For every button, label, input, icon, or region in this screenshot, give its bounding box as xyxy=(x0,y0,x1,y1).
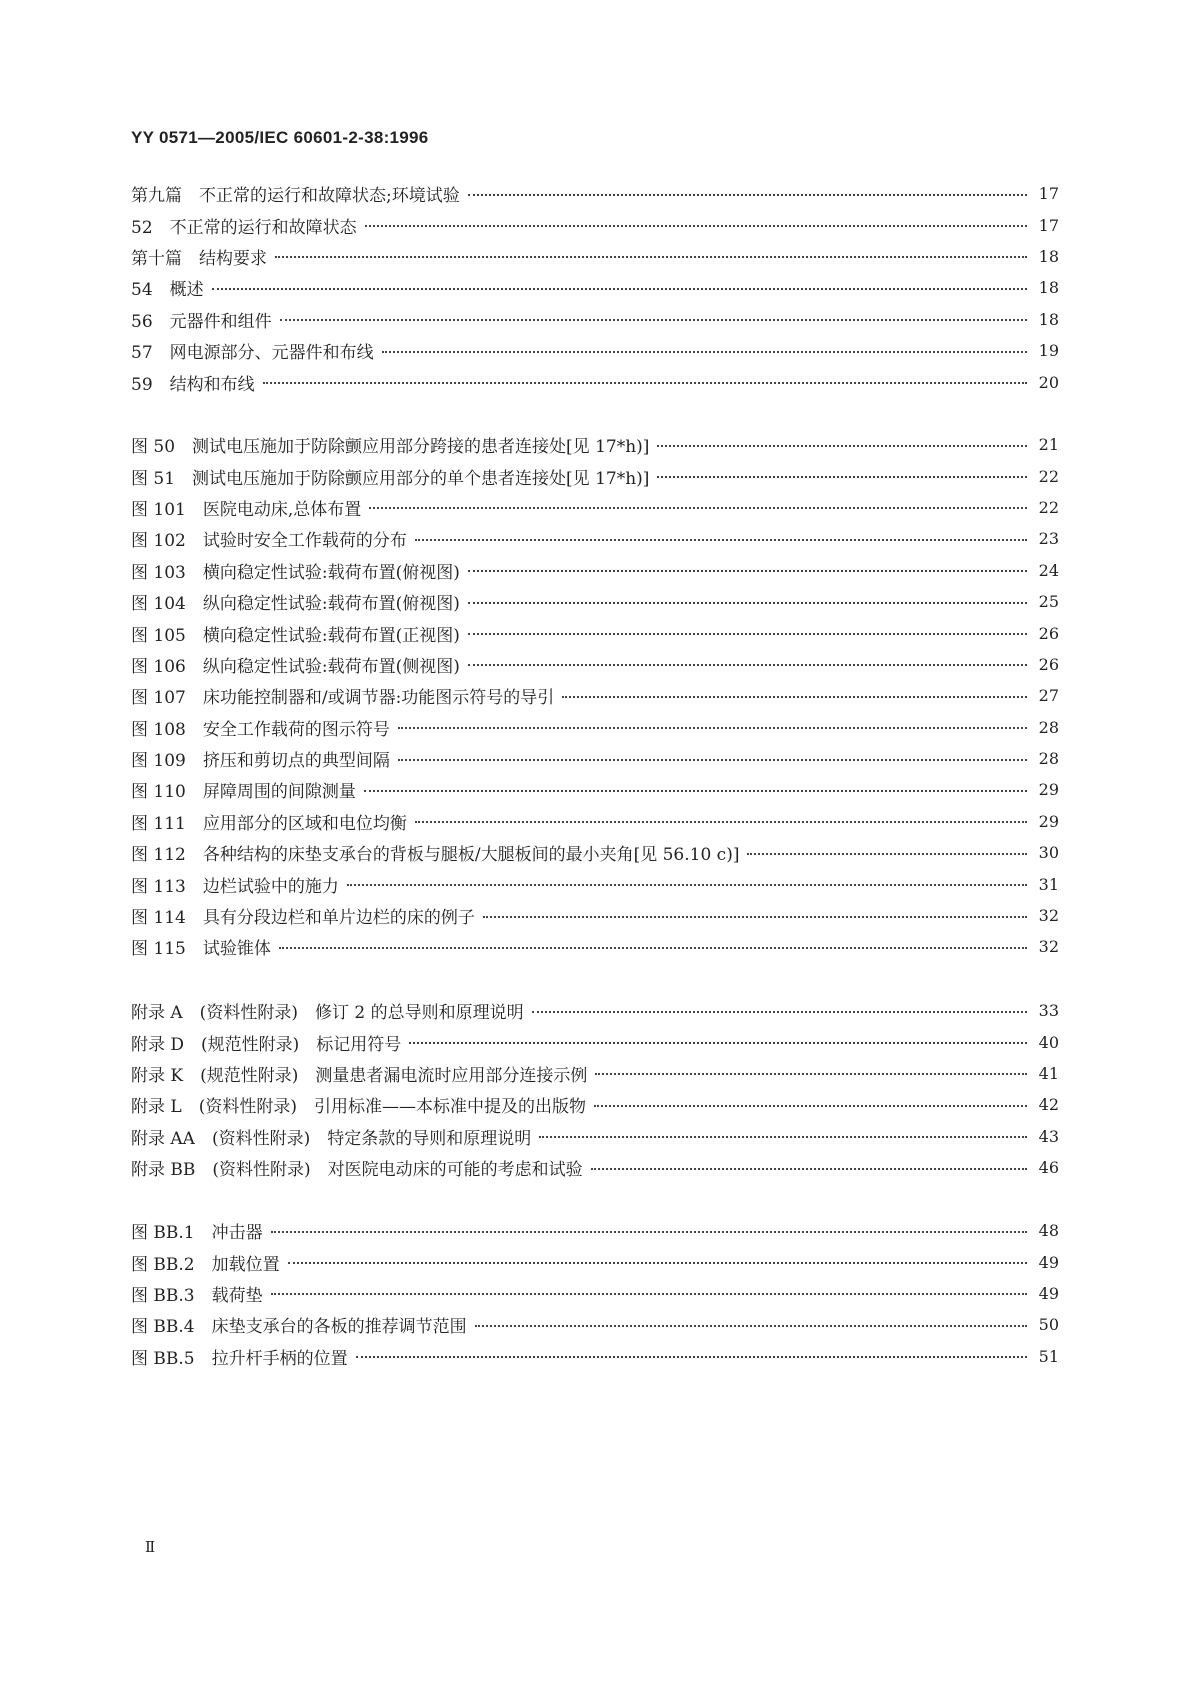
toc-entry-page: 40 xyxy=(1038,1032,1059,1052)
toc-entry-page: 30 xyxy=(1038,843,1059,863)
dot-leader xyxy=(475,1325,1027,1327)
toc-entry-title: 图 106 纵向稳定性试验:载荷布置(侧视图) xyxy=(131,656,460,677)
toc-entry[interactable] xyxy=(131,1152,1059,1183)
toc-entry-page: 23 xyxy=(1038,529,1059,549)
dot-leader xyxy=(657,445,1027,447)
dot-leader xyxy=(364,790,1027,792)
toc-entry[interactable] xyxy=(131,680,1059,711)
toc-entry[interactable] xyxy=(131,743,1059,774)
toc-entry-page: 49 xyxy=(1038,1283,1059,1303)
toc-entry-page: 41 xyxy=(1038,1063,1059,1083)
toc-entry-title: 图 BB.4 床垫支承台的各板的推荐调节范围 xyxy=(131,1317,467,1338)
page-number: Ⅱ xyxy=(145,1538,156,1556)
toc-entry[interactable] xyxy=(131,1246,1059,1277)
toc-entry-title: 图 BB.5 拉升杆手柄的位置 xyxy=(131,1348,348,1369)
dot-leader xyxy=(415,539,1027,541)
toc-entry-title: 图 110 屏障周围的间隙测量 xyxy=(131,782,356,803)
dot-leader xyxy=(415,821,1027,823)
toc-entry[interactable] xyxy=(131,1026,1059,1057)
toc-entry-title: 图 101 医院电动床,总体布置 xyxy=(131,499,362,520)
toc-entry-title: 附录 D (规范性附录) 标记用符号 xyxy=(131,1034,402,1055)
toc-entry-page: 42 xyxy=(1038,1095,1059,1115)
toc-entry-page: 20 xyxy=(1038,372,1059,392)
standard-header: YY 0571—2005/IEC 60601-2-38:1996 xyxy=(131,128,429,147)
toc-entry-title: 图 113 边栏试验中的施力 xyxy=(131,876,339,897)
toc-entry-title: 附录 A (资料性附录) 修订 2 的总导则和原理说明 xyxy=(131,1003,524,1024)
dot-leader xyxy=(483,916,1027,918)
toc-entry-page: 26 xyxy=(1038,654,1059,674)
toc-entry-page: 32 xyxy=(1038,937,1059,957)
toc-group-sections xyxy=(131,178,1059,398)
dot-leader xyxy=(280,319,1027,321)
dot-leader xyxy=(347,884,1027,886)
toc-entry-title: 图 103 横向稳定性试验:载荷布置(俯视图) xyxy=(131,562,460,583)
dot-leader xyxy=(594,1105,1027,1107)
toc-entry[interactable] xyxy=(131,492,1059,523)
toc-entry-page: 19 xyxy=(1038,341,1059,361)
toc-group-figures xyxy=(131,429,1059,963)
toc-entry-page: 49 xyxy=(1038,1252,1059,1272)
toc-entry-page: 33 xyxy=(1038,1001,1059,1021)
toc-entry-title: 附录 K (规范性附录) 测量患者漏电流时应用部分连接示例 xyxy=(131,1065,588,1086)
toc-entry-page: 51 xyxy=(1038,1346,1059,1366)
toc-entry-page: 28 xyxy=(1038,749,1059,769)
toc-entry[interactable] xyxy=(131,429,1059,460)
toc-entry-title: 图 112 各种结构的床垫支承台的背板与腿板/大腿板间的最小夹角[见 56.10 c)] xyxy=(131,845,740,866)
dot-leader xyxy=(468,602,1027,604)
dot-leader xyxy=(532,1011,1027,1013)
toc-entry-page: 31 xyxy=(1038,874,1059,894)
toc-entry-title: 59 结构和布线 xyxy=(131,374,255,395)
dot-leader xyxy=(271,1231,1027,1233)
dot-leader xyxy=(747,853,1027,855)
toc-entry-page: 48 xyxy=(1038,1221,1059,1241)
dot-leader xyxy=(263,382,1027,384)
toc-entry-title: 图 107 床功能控制器和/或调节器:功能图示符号的导引 xyxy=(131,688,555,709)
toc-entry-page: 27 xyxy=(1038,686,1059,706)
toc-entry-page: 29 xyxy=(1038,811,1059,831)
toc-entry-page: 32 xyxy=(1038,906,1059,926)
toc-entry-title: 52 不正常的运行和故障状态 xyxy=(131,217,357,238)
toc-entry-title: 图 109 挤压和剪切点的典型间隔 xyxy=(131,751,390,772)
toc-entry[interactable] xyxy=(131,178,1059,209)
toc-group-annex-figures xyxy=(131,1215,1059,1372)
toc-entry-title: 图 104 纵向稳定性试验:载荷布置(俯视图) xyxy=(131,594,460,615)
dot-leader xyxy=(468,633,1027,635)
dot-leader xyxy=(657,476,1027,478)
toc-entry-page: 26 xyxy=(1038,623,1059,643)
toc-entry[interactable] xyxy=(131,241,1059,272)
dot-leader xyxy=(539,1136,1027,1138)
toc-entry-title: 图 BB.3 载荷垫 xyxy=(131,1285,263,1306)
toc-entry[interactable] xyxy=(131,555,1059,586)
dot-leader xyxy=(591,1168,1027,1170)
toc-entry-page: 21 xyxy=(1038,435,1059,455)
toc-entry-title: 附录 AA (资料性附录) 特定条款的导则和原理说明 xyxy=(131,1128,532,1149)
toc-entry[interactable] xyxy=(131,712,1059,743)
toc-entry[interactable] xyxy=(131,1278,1059,1309)
toc-entry[interactable] xyxy=(131,272,1059,303)
dot-leader xyxy=(468,194,1027,196)
toc-entry-page: 18 xyxy=(1038,309,1059,329)
toc-entry-title: 图 108 安全工作载荷的图示符号 xyxy=(131,719,390,740)
dot-leader xyxy=(468,570,1027,572)
toc-entry[interactable] xyxy=(131,335,1059,366)
toc-entry-page: 18 xyxy=(1038,278,1059,298)
toc-entry-title: 第十篇 结构要求 xyxy=(131,248,267,269)
toc-entry-title: 图 102 试验时安全工作载荷的分布 xyxy=(131,531,407,552)
toc-entry[interactable] xyxy=(131,1058,1059,1089)
toc-entry[interactable] xyxy=(131,806,1059,837)
toc-entry[interactable] xyxy=(131,837,1059,868)
dot-leader xyxy=(595,1073,1027,1075)
toc-entry-page: 43 xyxy=(1038,1126,1059,1146)
toc-entry[interactable] xyxy=(131,1215,1059,1246)
dot-leader xyxy=(279,947,1027,949)
dot-leader xyxy=(271,1293,1027,1295)
toc-entry-page: 22 xyxy=(1038,497,1059,517)
toc-entry[interactable] xyxy=(131,460,1059,491)
toc-entry[interactable] xyxy=(131,617,1059,648)
dot-leader xyxy=(356,1356,1027,1358)
toc-entry[interactable] xyxy=(131,366,1059,397)
dot-leader xyxy=(212,288,1027,290)
toc-entry-page: 29 xyxy=(1038,780,1059,800)
toc-entry-title: 附录 BB (资料性附录) 对医院电动床的可能的考虑和试验 xyxy=(131,1160,583,1181)
toc-entry-page: 17 xyxy=(1038,184,1059,204)
toc-entry[interactable] xyxy=(131,868,1059,899)
toc-entry[interactable] xyxy=(131,1309,1059,1340)
dot-leader xyxy=(468,664,1027,666)
toc-entry[interactable] xyxy=(131,900,1059,931)
toc-entry-page: 22 xyxy=(1038,466,1059,486)
toc-entry-title: 图 114 具有分段边栏和单片边栏的床的例子 xyxy=(131,908,475,929)
toc-entry[interactable] xyxy=(131,931,1059,962)
toc-entry-page: 28 xyxy=(1038,717,1059,737)
toc-entry[interactable] xyxy=(131,1121,1059,1152)
toc-entry[interactable] xyxy=(131,774,1059,805)
toc-group-annexes xyxy=(131,995,1059,1183)
dot-leader xyxy=(365,225,1027,227)
toc-entry-page: 18 xyxy=(1038,246,1059,266)
toc-entry[interactable] xyxy=(131,209,1059,240)
toc-entry-page: 24 xyxy=(1038,560,1059,580)
toc-entry-page: 46 xyxy=(1038,1158,1059,1178)
dot-leader xyxy=(288,1262,1027,1264)
toc-entry-title: 56 元器件和组件 xyxy=(131,311,272,332)
toc-entry-title: 图 111 应用部分的区域和电位均衡 xyxy=(131,813,407,834)
toc-entry[interactable] xyxy=(131,523,1059,554)
toc-entry-page: 17 xyxy=(1038,215,1059,235)
dot-leader xyxy=(275,256,1027,258)
dot-leader xyxy=(369,507,1027,509)
toc-entry-title: 图 105 横向稳定性试验:载荷布置(正视图) xyxy=(131,625,460,646)
dot-leader xyxy=(562,696,1027,698)
toc-entry-title: 图 50 测试电压施加于防除颤应用部分跨接的患者连接处[见 17*h)] xyxy=(131,437,650,458)
toc-entry[interactable] xyxy=(131,1341,1059,1372)
toc-entry-title: 图 115 试验锥体 xyxy=(131,939,271,960)
toc-entry-title: 54 概述 xyxy=(131,280,204,301)
toc-entry-title: 图 51 测试电压施加于防除颤应用部分的单个患者连接处[见 17*h)] xyxy=(131,468,650,489)
dot-leader xyxy=(398,759,1027,761)
toc-entry[interactable] xyxy=(131,995,1059,1026)
toc-entry-title: 附录 L (资料性附录) 引用标准——本标准中提及的出版物 xyxy=(131,1097,586,1118)
dot-leader xyxy=(398,727,1027,729)
toc-entry[interactable] xyxy=(131,304,1059,335)
toc-entry[interactable] xyxy=(131,649,1059,680)
toc-entry[interactable] xyxy=(131,1089,1059,1120)
toc-entry[interactable] xyxy=(131,586,1059,617)
toc-entry-title: 图 BB.2 加载位置 xyxy=(131,1254,280,1275)
dot-leader xyxy=(382,351,1027,353)
dot-leader xyxy=(409,1042,1027,1044)
toc-entry-title: 57 网电源部分、元器件和布线 xyxy=(131,343,374,364)
toc-entry-title: 图 BB.1 冲击器 xyxy=(131,1223,263,1244)
toc-entry-page: 25 xyxy=(1038,592,1059,612)
toc-entry-title: 第九篇 不正常的运行和故障状态;环境试验 xyxy=(131,186,460,207)
toc-entry-page: 50 xyxy=(1038,1315,1059,1335)
